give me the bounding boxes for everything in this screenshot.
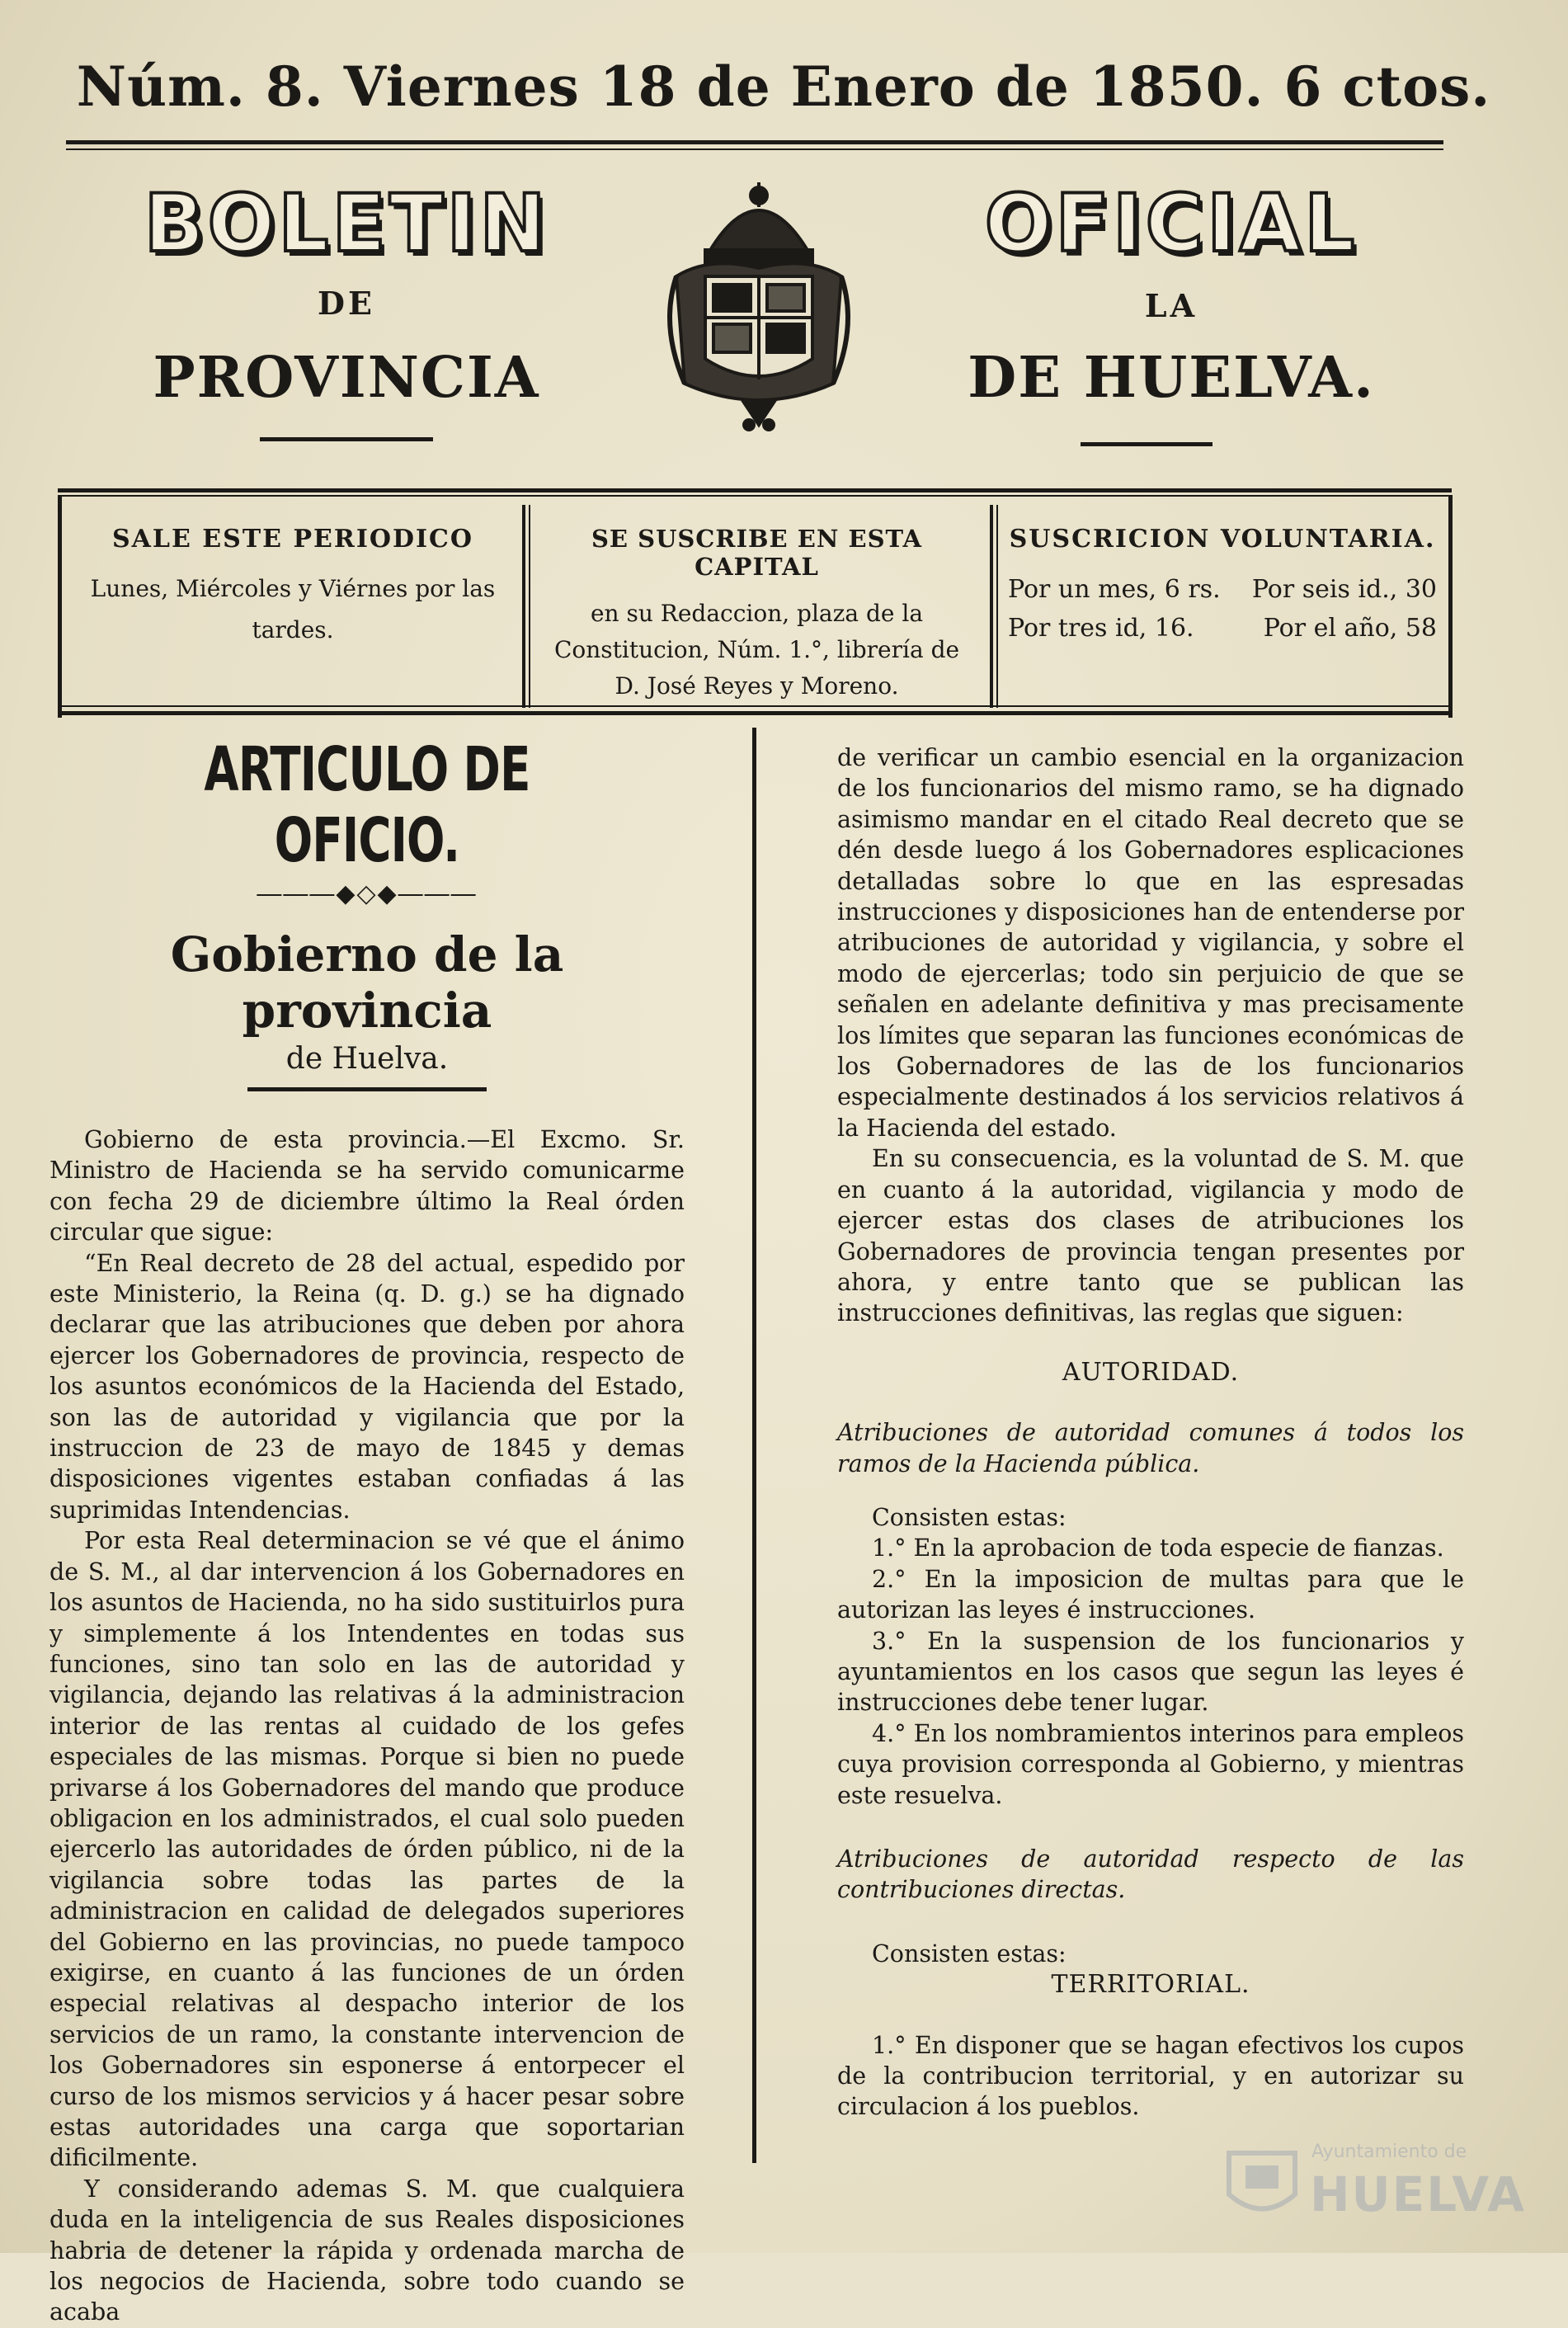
info-separator-1 — [522, 505, 525, 708]
coat-of-arms-icon — [660, 177, 858, 441]
info-periodicity — [70, 495, 516, 718]
price-row-1 — [1008, 575, 1437, 604]
info-right-border — [1448, 495, 1453, 718]
watermark-line1: Ayuntamiento de — [1311, 2142, 1467, 2162]
heading-direct-contributions: Atribuciones de autoridad respecto de las contribuciones directas. — [837, 1845, 1464, 1904]
paragraph: Gobierno de esta provincia.—El Excmo. Sr. Ministro de Hacienda se ha servido comunicarme con fecha 29 de diciembre último la Real órden circular que sigue: — [49, 1126, 685, 1246]
heading-common-attributions: Atribuciones de autoridad comunes á todos los ramos de la Hacienda pública. — [837, 1419, 1464, 1477]
government-underline — [247, 1087, 487, 1091]
price-six-months: Por seis id., 30 — [1251, 575, 1437, 604]
column-divider — [752, 728, 756, 2163]
info-subscription — [536, 495, 977, 718]
right-body — [837, 742, 1464, 2123]
price-three-months: Por tres id, 16. — [1008, 614, 1194, 643]
price-year: Por el año, 58 — [1263, 614, 1437, 643]
right-column — [837, 742, 1464, 2123]
paragraph: En su consecuencia, es la voluntad de S. M. que en cuanto á la autoridad, vigilancia y modo de ejercer estas dos clases de atribuciones los Gobernadores de provincia tengan presentes por ahora, y entre tanto que se publican las instrucciones definitivas, las reglas que siguen: — [837, 1145, 1464, 1327]
heading-autoridad: AUTORIDAD. — [1062, 1357, 1240, 1387]
left-body — [49, 1124, 685, 2328]
government-subtitle: de Huelva. — [285, 1042, 449, 1076]
left-column — [49, 734, 685, 2328]
info-prices-head: SUSCRICION VOLUNTARIA. — [1009, 525, 1436, 554]
top-rule-thin — [66, 148, 1443, 150]
list-item: 1.° En la aprobacion de toda especie de fianzas. — [872, 1534, 1444, 1562]
watermark — [1221, 2137, 1527, 2227]
consisten-label: Consisten estas: — [872, 1939, 1067, 1967]
info-separator-2 — [990, 505, 993, 708]
masthead-title-right: OFICIAL — [984, 177, 1358, 270]
heading-territorial: TERRITORIAL. — [1051, 1970, 1250, 2000]
info-separator-1b — [529, 505, 530, 708]
list-item: 2.° En la imposicion de multas para que le autorizan las leyes é instrucciones. — [837, 1565, 1464, 1624]
government-title: Gobierno de la provincia — [170, 926, 564, 1039]
info-periodicity-head: SALE ESTE PERIODICO — [111, 525, 474, 554]
ornament-divider: ―――◆◇◆――― — [257, 879, 478, 908]
list-item: 4.° En los nombramientos interinos para empleos cuya provision corresponda al Gobierno, y mientras este resuelva. — [837, 1719, 1464, 1809]
masthead-de: DE — [318, 285, 375, 322]
price-month: Por un mes, 6 rs. — [1008, 575, 1221, 604]
info-prices — [1008, 495, 1437, 718]
masthead-de-huelva: DE HUELVA. — [968, 345, 1375, 411]
paragraph: Y considerando ademas S. M. que cualquiera duda en la inteligencia de sus Reales disposiciones habria de detener la rápida y ordenada marcha de los negocios de Hacienda, sobre todo cuando se acaba — [49, 2175, 685, 2326]
paragraph: Por esta Real determinacion se vé que el ánimo de S. M., al dar intervencion á los Gobernadores en los asuntos de Hacienda, no ha sido sustituirlos pura y simplemente á los Intendentes en todas sus funciones, sino tan solo en las de autoridad y vigilancia, dejando las relativas á la administracion interior de las rentas al cuidado de los gefes especiales de las mismas. Porque si bien no puede privarse á los Gobernadores del mando que produce obligacion en los administrados, el cual solo pueden ejercerlo las autoridades de órden público, ni de la vigilancia sobre todas las partes de la administracion en calidad de delegados superiores del Gobierno en las provincias, no puede tampoco exigirse, en cuanto á las funciones de un órden especial relativas al despacho interior de los servicios de un ramo, la constante intervencion de los Gobernadores sin esponerse á entorpecer el curso de los mismos servicios y á hacer pesar sobre estas autoridades una carga que soportarian dificilmente. — [49, 1527, 685, 2172]
list-item: 1.° En disponer que se hagan efectivos los cupos de la contribucion territorial, y en autorizar su circulacion á los pueblos. — [837, 2031, 1464, 2121]
info-subscription-head: SE SUSCRIBE EN ESTA CAPITAL — [591, 525, 923, 581]
masthead-la: LA — [1144, 287, 1198, 324]
info-subscription-text: en su Redaccion, plaza de la Constitucion, Núm. 1.°, librería de D. José Reyes y Moreno. — [553, 600, 960, 700]
paragraph: de verificar un cambio esencial en la organizacion de los funcionarios del mismo ramo, se ha dignado asimismo mandar en el citado Real decreto que se dén desde luego á los Gobernadores esplicaciones detalladas sobre lo que en las espresadas instrucciones y disposiciones han de entenderse por atribuciones de autoridad y vigilancia, y sobre el modo de ejercerlas; todo sin perjuicio de que se señalen en adelante definitiva y mas precisamente los límites que separan las funciones económicas de los Gobernadores de las de los funcionarios especialmente destinados á los servicios relativos á la Hacienda del estado. — [837, 744, 1464, 1142]
section-title: ARTICULO DE OFICIO. — [204, 734, 530, 876]
info-separator-2b — [996, 505, 998, 708]
masthead-underline-left — [260, 437, 433, 441]
masthead-underline-right — [1081, 442, 1212, 446]
price-row-2 — [1008, 614, 1437, 643]
info-top-rule — [58, 488, 1452, 492]
top-rule — [66, 140, 1443, 144]
info-left-border — [58, 495, 62, 718]
dateline: Núm. 8. Viernes 18 de Enero de 1850. 6 ctos. — [76, 54, 1491, 119]
watermark-crest-icon — [1221, 2137, 1303, 2227]
info-periodicity-text: Lunes, Miércoles y Viérnes por las tardes. — [90, 575, 496, 643]
masthead-title-left: BOLETIN — [144, 177, 549, 270]
masthead-provincia: PROVINCIA — [153, 345, 540, 411]
watermark-line2: HUELVA — [1310, 2166, 1527, 2222]
consisten-label: Consisten estas: — [872, 1503, 1067, 1531]
list-item: 3.° En la suspension de los funcionarios y ayuntamientos en los casos que segun las leyes é instrucciones debe tener lugar. — [837, 1627, 1464, 1717]
paragraph: “En Real decreto de 28 del actual, espedido por este Ministerio, la Reina (q. D. g.) se ha dignado declarar que las atribuciones que deben por ahora ejercer los Gobernadores de provincia, respecto de los asuntos económicos de la Hacienda del Estado, son las de autoridad y vigilancia que por la instruccion de 23 de mayo de 1845 y demas disposiciones vigentes estaban confiadas á las suprimidas Intendencias. — [49, 1249, 685, 1524]
